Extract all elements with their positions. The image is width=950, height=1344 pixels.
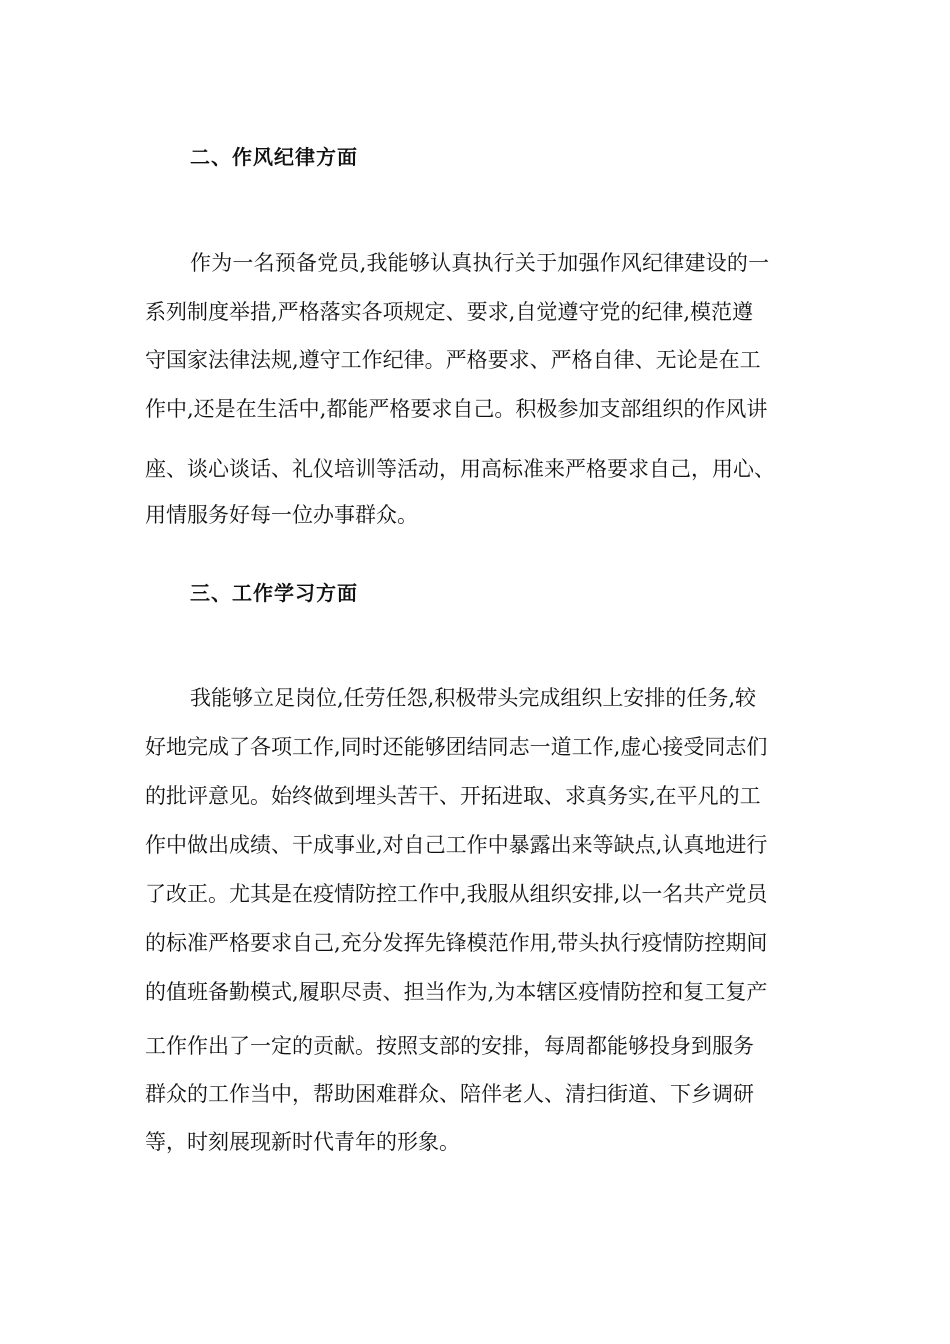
paragraph-line: 的批评意见。始终做到埋头苦干、开拓进取、求真务实,在平凡的工 bbox=[145, 784, 761, 808]
paragraph-line: 群众的工作当中，帮助困难群众、陪伴老人、清扫街道、下乡调研 bbox=[145, 1082, 754, 1106]
paragraph-line: 系列制度举措,严格落实各项规定、要求,自觉遵守党的纪律,模范遵 bbox=[145, 300, 754, 324]
paragraph-line: 用情服务好每一位办事群众。 bbox=[145, 503, 418, 527]
paragraph-line: 我能够立足岗位,任劳任怨,积极带头完成组织上安排的任务,较 bbox=[190, 686, 757, 710]
paragraph-line: 等，时刻展现新时代青年的形象。 bbox=[145, 1130, 460, 1154]
paragraph-line: 作为一名预备党员,我能够认真执行关于加强作风纪律建设的一 bbox=[190, 251, 770, 275]
paragraph-line: 作中做出成绩、干成事业,对自己工作中暴露出来等缺点,认真地进行 bbox=[145, 833, 768, 857]
paragraph-line: 作中,还是在生活中,都能严格要求自己。积极参加支部组织的作风讲 bbox=[145, 397, 768, 421]
paragraph-line: 好地完成了各项工作,同时还能够团结同志一道工作,虚心接受同志们 bbox=[145, 735, 768, 759]
paragraph-line: 工作作出了一定的贡献。按照支部的安排，每周都能够投身到服务 bbox=[145, 1034, 754, 1058]
paragraph-line: 的值班备勤模式,履职尽责、担当作为,为本辖区疫情防控和复工复产 bbox=[145, 980, 768, 1004]
section-heading-work-study: 三、工作学习方面 bbox=[190, 581, 358, 605]
paragraph-line: 座、谈心谈话、礼仪培训等活动，用高标准来严格要求自己，用心、 bbox=[145, 457, 775, 481]
paragraph-line: 的标准严格要求自己,充分发挥先锋模范作用,带头执行疫情防控期间 bbox=[145, 931, 768, 955]
paragraph-line: 守国家法律法规,遵守工作纪律。严格要求、严格自律、无论是在工 bbox=[145, 348, 761, 372]
paragraph-line: 了改正。尤其是在疫情防控工作中,我服从组织安排,以一名共产党员 bbox=[145, 882, 768, 906]
section-heading-discipline: 二、作风纪律方面 bbox=[190, 145, 358, 169]
